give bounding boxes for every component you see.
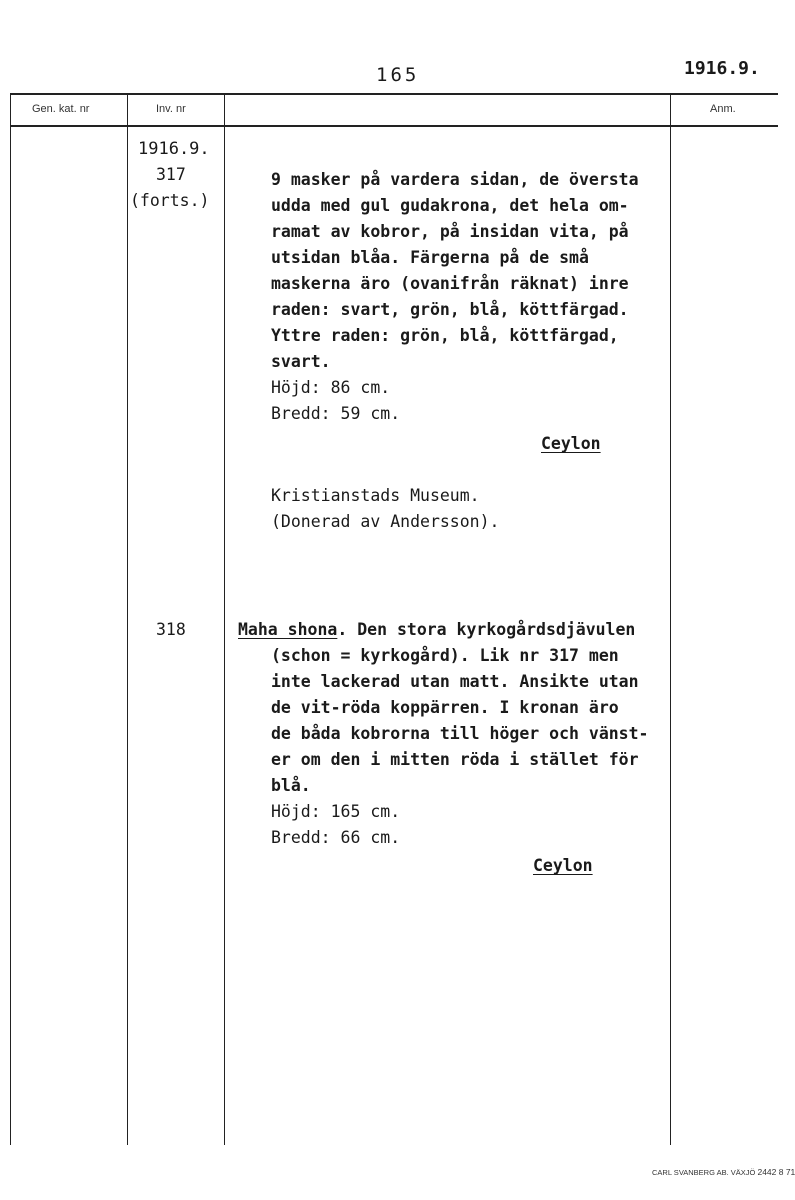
header-inv-nr: Inv. nr (156, 103, 186, 115)
form-code: 2442 8 71 (757, 1167, 795, 1177)
printer-name: CARL SVANBERG AB. VÄXJÖ (652, 1168, 756, 1177)
donor-317: (Donerad av Andersson). (271, 512, 500, 531)
first-line-rest-318: . Den stora kyrkogårdsdjävulen (337, 620, 636, 639)
printer-imprint (652, 1167, 795, 1177)
height-318: Höjd: 165 cm. (271, 802, 401, 821)
entry-318-first-line (238, 620, 635, 639)
desc-line: 9 masker på vardera sidan, de översta (271, 170, 639, 189)
desc-line: blå. (271, 776, 311, 795)
gen-inv-divider (127, 93, 128, 1145)
desc-anm-divider (670, 93, 671, 1145)
title-318: Maha shona (238, 620, 338, 639)
top-rule (10, 93, 778, 95)
header-anm: Anm. (710, 103, 736, 115)
desc-line: inte lackerad utan matt. Ansikte utan (271, 672, 639, 691)
inv-suffix-317: (forts.) (130, 191, 210, 210)
width-318: Bredd: 66 cm. (271, 828, 401, 847)
origin-317: Ceylon (541, 434, 601, 453)
desc-line: Yttre raden: grön, blå, köttfärgad, (271, 326, 619, 345)
desc-line: udda med gul gudakrona, det hela om- (271, 196, 629, 215)
inv-desc-divider (224, 93, 225, 1145)
left-border (10, 93, 11, 1145)
desc-line: er om den i mitten röda i stället för (271, 750, 639, 769)
width-317: Bredd: 59 cm. (271, 404, 401, 423)
desc-line: utsidan blåa. Färgerna på de små (271, 248, 589, 267)
desc-line: maskerna äro (ovanifrån räknat) inre (271, 274, 629, 293)
origin-318: Ceylon (533, 856, 593, 875)
inv-no-317: 317 (156, 165, 186, 184)
desc-line: ramat av kobror, på insidan vita, på (271, 222, 629, 241)
desc-line: de vit-röda koppärren. I kronan äro (271, 698, 619, 717)
inv-no-318: 318 (156, 620, 186, 639)
museum-317: Kristianstads Museum. (271, 486, 480, 505)
desc-line: svart. (271, 352, 331, 371)
height-317: Höjd: 86 cm. (271, 378, 391, 397)
year-tag: 1916.9. (684, 58, 760, 79)
page-number: 165 (376, 64, 420, 86)
header-rule (10, 125, 778, 127)
inv-year-317: 1916.9. (138, 139, 210, 159)
desc-line: (schon = kyrkogård). Lik nr 317 men (271, 646, 619, 665)
desc-line: raden: svart, grön, blå, köttfärgad. (271, 300, 629, 319)
header-gen-kat: Gen. kat. nr (32, 103, 90, 115)
desc-line: de båda kobrorna till höger och vänst- (271, 724, 649, 743)
